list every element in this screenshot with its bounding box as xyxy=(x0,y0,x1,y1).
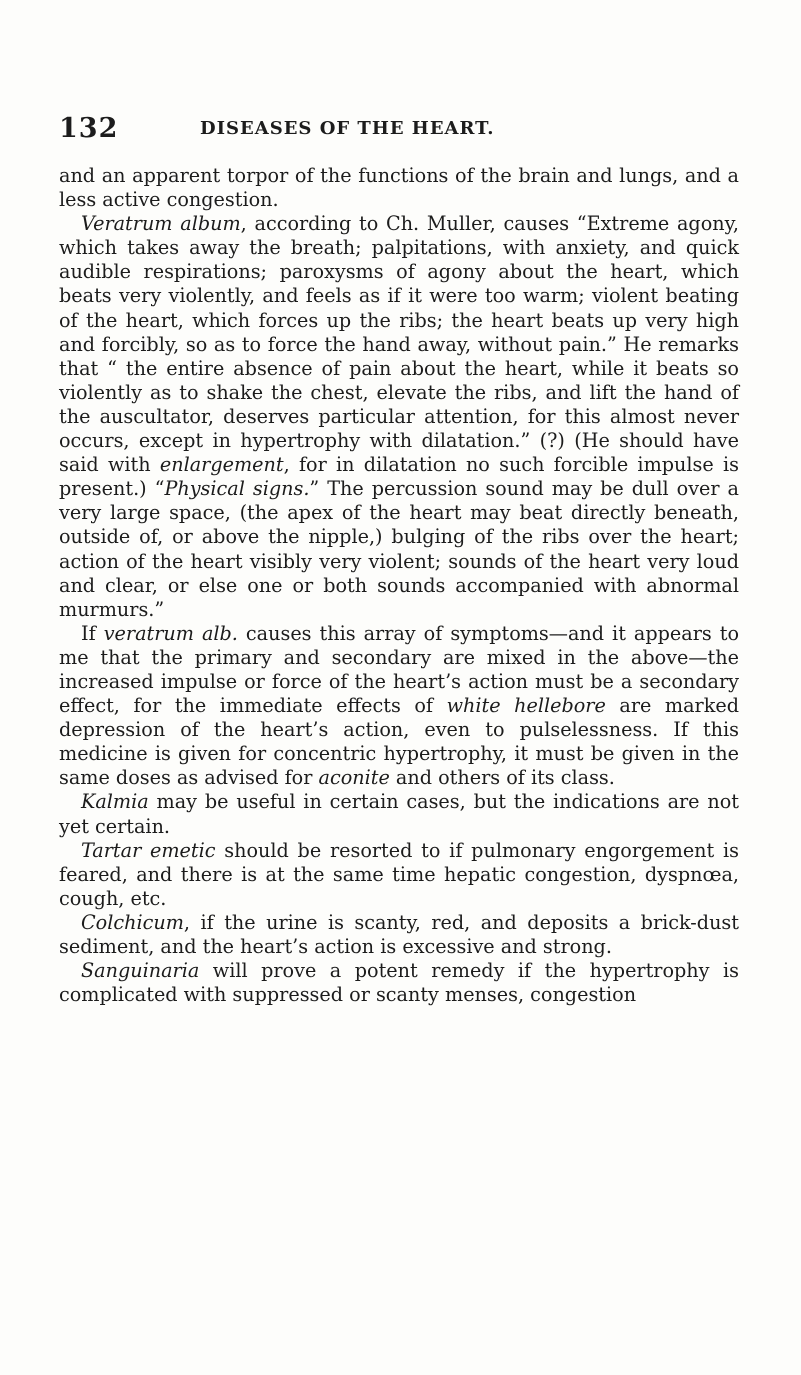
paragraph xyxy=(59,839,739,911)
text-run: should be resorted to if pulmonary engorgement is feared, and there is at the same time hepatic congestion, dyspnœa, cough, etc. xyxy=(59,838,739,910)
paragraph xyxy=(59,164,739,212)
text-run: If xyxy=(81,621,104,645)
text-run: are marked depression of the heart’s action, even to pulselessness. If this medicine is given for concentric hypertrophy, it must be given in the same doses as advised for xyxy=(59,694,739,790)
running-head: DISEASES OF THE HEART. xyxy=(200,118,495,139)
italic-run: veratrum alb. xyxy=(103,621,238,645)
text-run: , according to Ch. Muller, causes “Extreme agony, which takes away the breath; palpitations, with anxiety, and quick audible respirations; paroxysms of agony about the heart, which beats very violently, and feels as if it were too warm; violent beating of the heart, which forces up the ribs; the heart beats up very high and forcibly, so as to force the hand away, without pain.” He remarks that “ the entire absence of pain about the heart, while it beats so violently as to shake the chest, elevate the ribs, and lift the hand of the auscultator, deserves particular attention, for this almost never occurs, except in hypertrophy with dilatation.” (?) (He should have said with xyxy=(59,212,739,477)
text-run: , if the urine is scanty, red, and deposits a brick-dust sediment, and the heart’s action is excessive and strong. xyxy=(59,910,739,958)
paragraph xyxy=(59,622,739,791)
text-run: , for in dilatation no such forcible impulse is present.) “ xyxy=(59,453,739,501)
italic-run: aconite xyxy=(318,766,390,790)
text-run: causes this array of symptoms—and it appears to me that the primary and secondary are mixed in the above—the increased impulse or force of the heart’s action must be a secondary effect, for the immediate effects of xyxy=(59,621,739,718)
italic-run: Kalmia xyxy=(81,790,149,814)
text-run: and others of its class. xyxy=(389,766,615,790)
text-run: will prove a potent remedy if the hypertrophy is complicated with suppressed or scanty menses, congestion xyxy=(59,959,739,1007)
paragraph xyxy=(59,959,739,1007)
italic-run: Colchicum xyxy=(81,910,184,934)
body-text xyxy=(59,164,739,1007)
italic-run: enlargement xyxy=(159,453,284,477)
page-header xyxy=(0,113,801,149)
text-run: and an apparent torpor of the functions of the brain and lungs, and a less active congestion. xyxy=(59,164,739,212)
text-run: may be useful in certain cases, but the indications are not yet certain. xyxy=(59,790,739,838)
paragraph xyxy=(59,790,739,838)
italic-run: Veratrum album xyxy=(81,212,241,236)
italic-run: Sanguinaria xyxy=(81,959,200,983)
italic-run: Physical signs. xyxy=(164,477,310,501)
page-number: 132 xyxy=(59,113,119,144)
italic-run: white hellebore xyxy=(446,694,606,718)
text-run: ” The percussion sound may be dull over a very large space, (the apex of the heart may beat directly beneath, outside of, or above the nipple,) bulging of the ribs over the heart; action of the heart visibly very violent; sounds of the heart very loud and clear, or else one or both sounds accompanied with abnormal murmurs.” xyxy=(59,477,739,621)
italic-run: Tartar emetic xyxy=(81,838,216,862)
paragraph xyxy=(59,911,739,959)
paragraph xyxy=(59,212,739,622)
